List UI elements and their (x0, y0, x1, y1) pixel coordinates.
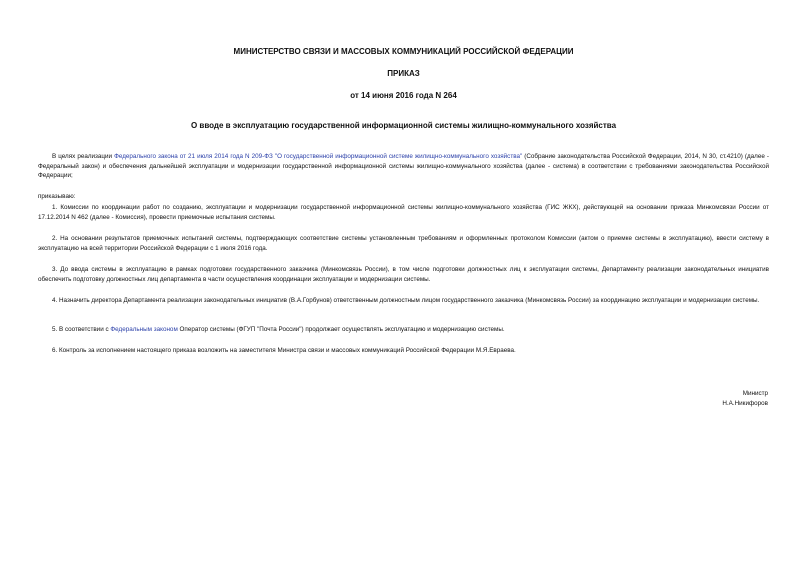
signature-name: Н.А.Никифоров (722, 400, 768, 407)
federal-law-link[interactable]: Федерального закона от 21 июля 2014 года N 209-ФЗ "О государственной информационной системе жилищно-коммунального хозяйства" (114, 153, 523, 160)
item5-rest: Оператор системы (ФГУП "Почта России") продолжает осуществлять эксплуатацию и модернизацию системы. (177, 326, 505, 333)
date-number-heading: от 14 июня 2016 года N 264 (350, 91, 457, 100)
order-item-6: 6. Контроль за исполнением настоящего приказа возложить на заместителя Министра связи и массовых коммуникаций Российской Федерации М.Я.Евраева. (52, 347, 516, 354)
item5-lead: 5. В соответствии с (52, 326, 111, 333)
federal-law-link-2[interactable]: Федеральным законом (110, 326, 178, 333)
document-title: О вводе в эксплуатацию государственной информационной системы жилищно-коммунального хозяйства (190, 121, 617, 130)
preamble-lead: В целях реализации (52, 153, 115, 160)
preamble-rest: (Собрание законодательства Российской Федерации, 2014, N 30, ст.4210) (далее - Федеральный закон) и обеспечения дальнейшей эксплуатации и модернизации государственной информационной системы жилищно-коммунального хозяйства (далее - система) в соответствии с требованиями законодательства Российской Федерации; (38, 153, 769, 180)
order-item-5 (38, 325, 769, 335)
signature-position: Министр (742, 390, 768, 397)
preamble-paragraph (38, 152, 769, 181)
doc-type-heading: ПРИКАЗ (387, 69, 420, 78)
order-item-3: 3. До ввода системы в эксплуатацию в рамках подготовки государственного заказчика (Минкомсвязь России), в том числе подготовки должностных лиц к эксплуатации системы, Департаменту реализации законодательных инициатив обеспечить подготовку должностных лиц департамента в части осуществления координации эксплуатации и модернизации системы. (38, 266, 769, 283)
orders-intro: приказываю: (38, 193, 76, 200)
order-item-4: 4. Назначить директора Департамента реализации законодательных инициатив (В.А.Горбунов) ответственным должностным лицом государственного заказчика (Минкомсвязь России) за координацию эксплуатации и модернизации системы. (52, 297, 760, 304)
order-item-2: 2. На основании результатов приемочных испытаний системы, подтверждающих соответствие системы установленным требованиям и оформленных протоколом Комиссии (актом о приемке системы в эксплуатацию), ввести систему в эксплуатацию на всей территории Российской Федерации с 1 июля 2016 года. (38, 235, 769, 252)
order-item-1: 1. Комиссии по координации работ по созданию, эксплуатации и модернизации государственной информационной системы жилищно-коммунального хозяйства (ГИС ЖКХ), действующей на основании приказа Минкомсвязи России от 17.12.2014 N 462 (далее - Комиссия), провести приемочные испытания системы. (38, 204, 769, 221)
ministry-heading: МИНИСТЕРСТВО СВЯЗИ И МАССОВЫХ КОММУНИКАЦИЙ РОССИЙСКОЙ ФЕДЕРАЦИИ (233, 47, 574, 56)
